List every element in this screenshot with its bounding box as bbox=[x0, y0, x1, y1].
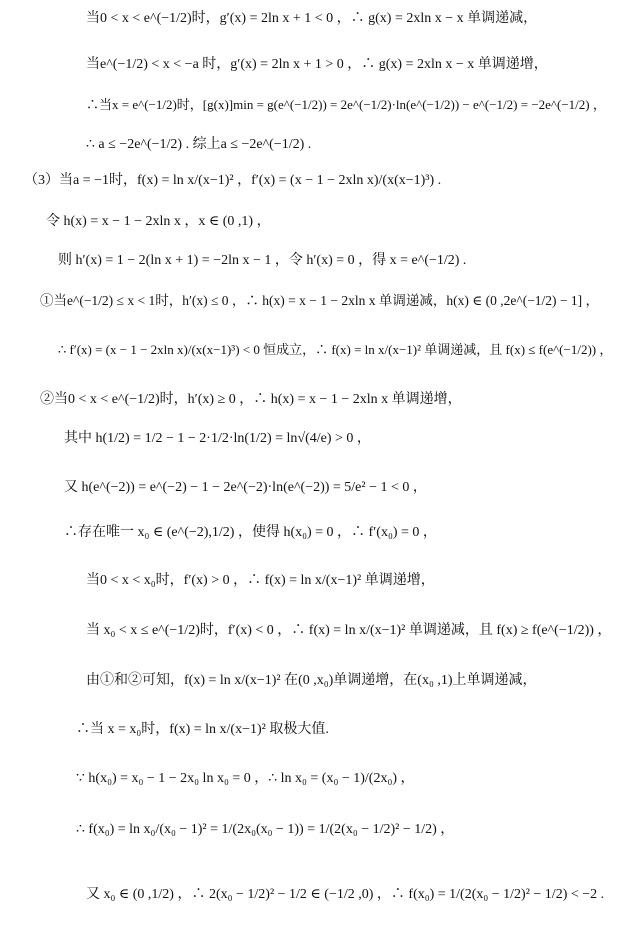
text-line-11: 其中 h(1/2) = 1/2 − 1 − 2·1/2·ln(1/2) = ln√(4/e) > 0 ， bbox=[64, 431, 371, 446]
text-line-17: ∴当 x = x₀时，f(x) = ln x/(x−1)² 取极大值. bbox=[76, 722, 329, 737]
text-line-7: 则 h′(x) = 1 − 2(ln x + 1) = −2ln x − 1 ，令 h′(x) = 0 ，得 x = e^(−1/2) . bbox=[58, 253, 467, 268]
text-line-12: 又 h(e^(−2)) = e^(−2) − 1 − 2e^(−2)·ln(e^(−2)) = 5/e² − 1 < 0 ， bbox=[64, 480, 427, 495]
text-line-3: ∴当x = e^(−1/2)时，[g(x)]min = g(e^(−1/2)) = 2e^(−1/2)·ln(e^(−1/2)) − e^(−1/2) = −2e^(−1/2) ， bbox=[86, 97, 606, 112]
text-line-16: 由①和②可知，f(x) = ln x/(x−1)² 在(0 ,x₀)单调递增，在(x₀ ,1)上单调递减， bbox=[86, 673, 537, 688]
text-line-6: 令 h(x) = x − 1 − 2xln x ，x ∈ (0 ,1) ， bbox=[46, 214, 271, 229]
text-line-19: ∴ f(x₀) = ln x₀/(x₀ − 1)² = 1/(2x₀(x₀ − 1)) = 1/(2(x₀ − 1/2)² − 1/2) ， bbox=[76, 822, 455, 837]
text-line-1: 当0 < x < e^(−1/2)时，g′(x) = 2ln x + 1 < 0 ，∴ g(x) = 2xln x − x 单调递减， bbox=[86, 11, 538, 26]
text-line-4: ∴ a ≤ −2e^(−1/2) . 综上a ≤ −2e^(−1/2) . bbox=[86, 137, 312, 152]
text-line-8: ①当e^(−1/2) ≤ x < 1时，h′(x) ≤ 0 ，∴ h(x) = x − 1 − 2xln x 单调递减，h(x) ∈ (0 ,2e^(−1/2) − 1] ， bbox=[40, 293, 600, 308]
text-line-14: 当0 < x < x₀时，f′(x) > 0 ，∴ f(x) = ln x/(x−1)² 单调递增， bbox=[86, 573, 435, 588]
text-line-9: ∴ f′(x) = (x − 1 − 2xln x)/(x(x−1)³) < 0 恒成立，∴ f(x) = ln x/(x−1)² 单调递减，且 f(x) ≤ f(e^(−1/2)) ， bbox=[58, 342, 613, 357]
text-line-15: 当 x₀ < x ≤ e^(−1/2)时，f′(x) < 0 ，∴ f(x) = ln x/(x−1)² 单调递减，且 f(x) ≥ f(e^(−1/2)) ， bbox=[86, 623, 612, 638]
text-line-20: 又 x₀ ∈ (0 ,1/2) ，∴ 2(x₀ − 1/2)² − 1/2 ∈ (−1/2 ,0) ，∴ f(x₀) = 1/(2(x₀ − 1/2)² − 1/2) < −2 . bbox=[86, 887, 605, 902]
text-line-5: （3）当a = −1时，f(x) = ln x/(x−1)² ，f′(x) = (x − 1 − 2xln x)/(x(x−1)³) . bbox=[24, 173, 442, 188]
text-line-10: ②当0 < x < e^(−1/2)时，h′(x) ≥ 0 ，∴ h(x) = x − 1 − 2xln x 单调递增， bbox=[40, 392, 462, 407]
text-line-18: ∵ h(x₀) = x₀ − 1 − 2x₀ ln x₀ = 0 ，∴ ln x₀ = (x₀ − 1)/(2x₀) ， bbox=[76, 771, 415, 786]
text-line-13: ∴存在唯一 x₀ ∈ (e^(−2),1/2) ，使得 h(x₀) = 0 ，∴ f′(x₀) = 0 ， bbox=[64, 525, 437, 540]
text-line-2: 当e^(−1/2) < x < −a 时，g′(x) = 2ln x + 1 > 0 ，∴ g(x) = 2xln x − x 单调递增， bbox=[86, 57, 548, 72]
